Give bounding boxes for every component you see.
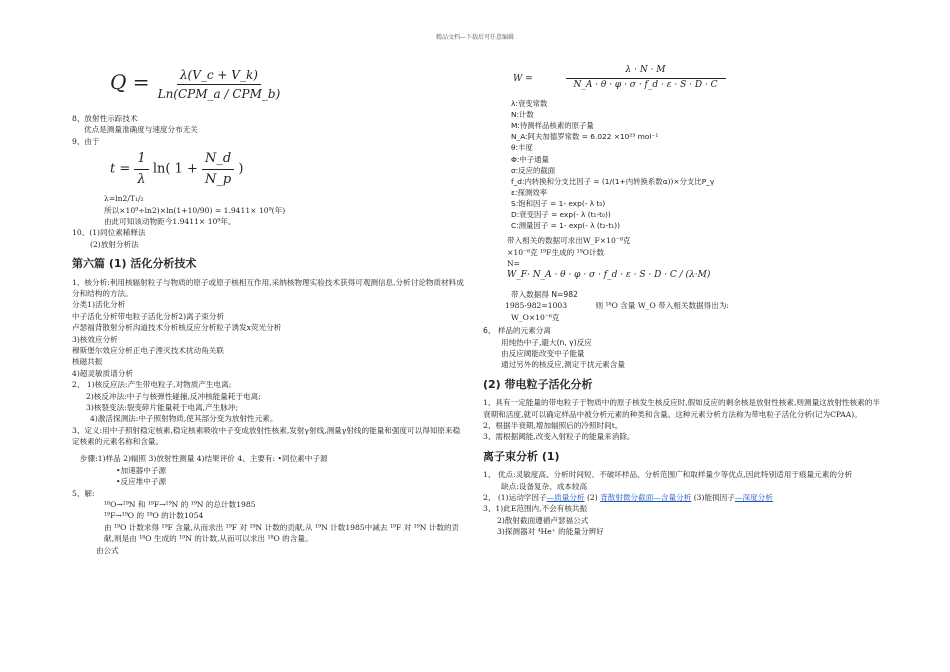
classification-5: 核磁共振	[72, 357, 103, 367]
classification-1: 中子活化分析带电粒子活化分析2)离子束分析	[72, 311, 225, 321]
sources-label: 4、主要有:	[237, 454, 276, 464]
solution-5d: 由公式	[96, 545, 119, 555]
ion-1b: 缺点:设备复杂、成本较高	[501, 481, 588, 491]
solution-5a: ¹⁸O→¹⁹N 和 ¹⁹F→¹⁹N 的 ¹⁹N 的总计数1985	[104, 500, 256, 510]
formula-t-frac2-den: N_p	[204, 171, 232, 187]
steps-line	[72, 453, 467, 464]
var-sigma: σ:反应的截面	[511, 165, 556, 175]
formula-w-den: N_A · θ · φ · σ · f_d · ε · S · D · C	[573, 79, 718, 90]
line-10: 10、(1)同位素稀释法	[72, 228, 146, 238]
source-accelerator: •加速器中子源	[116, 465, 167, 475]
method-2b: 2)核反冲法:中子与核弹性碰撞,反冲核能量耗于电离;	[86, 391, 261, 401]
section-6: 6、 样品的元素分离	[483, 326, 551, 336]
formula-t-lhs: t =	[110, 161, 131, 177]
formula-q-num: λ(V_c + V_k)	[177, 66, 261, 85]
formula-t-frac1-den: λ	[137, 171, 146, 187]
lambda-def: λ=ln2/T₁/₂	[104, 194, 144, 204]
ion-2	[483, 492, 883, 503]
var-epsilon: ε:探测效率	[511, 187, 548, 197]
ion-3b: 2)散射截面遵循卢瑟福公式	[497, 515, 589, 525]
section-6c: 通过另外的核反应,测定干扰元素含量	[501, 360, 625, 370]
line-8: 8、放射性示踪技术	[72, 114, 138, 123]
result-6-text: 则 ¹⁸O 含量 W_O 带入相关数据得出为:	[595, 301, 729, 311]
para-3: 3、定义:用中子照射稳定核素,稳定核素吸收中子变成放射性核素,发射γ射线,测量γ射线的能量和强度可以得知原来稳定核素的元素名称和含量。	[72, 425, 461, 447]
calc-line-2: 由此可知该动物距今1.9411× 10⁹年。	[104, 216, 236, 226]
var-lambda: λ:衰变常数	[511, 99, 548, 108]
formula-w-fraction	[566, 64, 726, 92]
var-m: M:待测样品核素的原子量	[511, 121, 594, 131]
cpaa-2: 2、根据半衰期,增加辐照后的冷照时间t。	[483, 421, 623, 430]
formula-w-num: λ · N · M	[566, 64, 726, 79]
formula-q-lhs: Q =	[110, 70, 150, 94]
line-9: 9、由于	[72, 136, 100, 146]
method-2a: 2、 1)核反应法:产生带电粒子,对物质产生电离;	[72, 380, 232, 390]
section-6a: 用纯热中子,避大(n, γ)反应	[501, 337, 592, 347]
method-2d: 4)激活探测法:中子照射物质,使其部分变为放射性元素。	[90, 414, 278, 424]
solution-5b: ¹⁹F→¹⁹O 的 ¹⁹O 的计数1054	[104, 511, 204, 521]
steps-text: 步骤:1)样品 2)辐照 3)放射性测量 4)结果评价	[80, 454, 235, 464]
formula-t-ln: ln( 1 +	[152, 161, 198, 177]
ion-2-mid: (2)	[586, 493, 598, 503]
source-isotope: •同位素中子源	[277, 454, 328, 464]
classification: 分类1)活化分析	[72, 300, 126, 310]
result-3: N=	[507, 259, 521, 269]
classification-2: 卢瑟福背散射分析沟道技术分析核反应分析粒子诱发x荧光分析	[72, 323, 282, 333]
formula-q-den: Ln(CPM_a / CPM_b)	[157, 87, 281, 101]
link-content-analysis[interactable]: 背散射微分截面—含量分析	[600, 493, 692, 503]
para-1: 1、核分析:利用核辐射粒子与物质的原子或原子核相互作用,采纳核物理实验技术获得可观测信息,分析讨论物质材料成分和结构的方法。	[72, 277, 464, 299]
ion-1: 1、 优点:灵敏度高、分析时间短、不破坏样品、分析范围广和取样量少等优点,因此特别适用于痕量元素的分析	[483, 470, 853, 480]
result-1: 带入相关的数据可求出W_F×10⁻⁸克	[507, 236, 631, 246]
page-header: 精品文档---下载后可任意编辑	[435, 34, 515, 41]
classification-4: 穆斯堡尔效应分析正电子湮灭技术扰动角关联	[72, 345, 224, 355]
var-n: N:计数	[511, 110, 534, 120]
variable-list	[483, 98, 883, 231]
formula-t-frac1	[134, 149, 148, 189]
formula-t	[110, 149, 467, 189]
result-2: ×10⁻⁸克 ¹⁹F生成的 ¹⁹O计数	[507, 247, 605, 257]
var-fd: f_d:内转换和分支比因子 = (1/(1+内转换系数α))×分支比P_γ	[511, 176, 715, 186]
var-phi: Φ:中子通量	[511, 154, 549, 164]
formula-w-lhs: W =	[513, 73, 533, 84]
section-6b: 由反应阈能改变中子能量	[501, 348, 585, 358]
result-formula: W_F· N_A · θ · φ · σ · f_d · ε · S · D · C / (λ·M)	[507, 270, 711, 281]
classification-3: 3)核效应分析	[72, 334, 118, 344]
result-5: 带入数据得 N=982	[511, 289, 578, 299]
section-title-6: 第六篇 (1) 活化分析技术	[72, 257, 197, 271]
result-7: W_O×10⁻⁶克	[511, 312, 560, 322]
formula-t-frac2	[202, 149, 234, 189]
solution-5: 5、解:	[72, 488, 95, 498]
ion-3: 3、1)此E范围内,不会有核共振	[483, 504, 588, 514]
formula-q-fraction	[155, 66, 284, 103]
formula-t-frac1-num: 1	[134, 149, 148, 170]
classification-6: 4)超灵敏质谱分析	[72, 368, 133, 378]
calc-line-1: 所以×10⁹÷ln2)×ln(1+10/90) = 1.9411× 10⁹(年)	[104, 205, 286, 215]
line-10b: (2)放射分析法	[90, 239, 139, 249]
ion-3c: 3)探测器对 ⁴He⁺ 的能量分辨好	[497, 527, 604, 537]
formula-w	[513, 64, 883, 92]
link-mass-analysis[interactable]: —质量分析	[546, 493, 585, 503]
section-title-ion-beam: 离子束分析 (1)	[483, 449, 560, 463]
ion-2-mid2: (3)能损因子	[693, 493, 735, 503]
section-title-cpaa: (2) 带电粒子活化分析	[483, 377, 593, 391]
formula-q	[110, 66, 467, 103]
line-8b: 优点是测量准确度与速度分布无关	[84, 125, 198, 135]
left-column	[72, 60, 467, 556]
formula-t-frac2-num: N_d	[202, 149, 234, 170]
var-theta: θ:丰度	[511, 143, 533, 153]
right-column	[483, 60, 883, 538]
method-2c: 3)核裂变法:裂变碎片能量耗于电离,产生脉冲;	[86, 402, 239, 412]
var-d: D:衰变因子 = exp(- λ (t₁-t₀))	[511, 210, 611, 220]
ion-2-pre: 2、 (1)运动学因子	[483, 493, 547, 503]
var-na: N_A:阿夫加德罗常数 = 6.022 ×10²³ mol⁻¹	[511, 132, 659, 142]
cpaa-3: 3、需根据阈能,改变入射粒子的能量来消除。	[483, 432, 635, 442]
source-reactor: •反应堆中子源	[116, 477, 167, 487]
formula-t-close: )	[238, 161, 244, 177]
var-s: S:饱和因子 = 1- exp(- λ t₀)	[511, 198, 606, 208]
result-6	[483, 300, 883, 311]
cpaa-1: 1、具有一定能量的带电粒子于物质中的原子核发生核反应时,假如反应的剩余核是放射性核素,则测量这放射性核素的半衰期和活度,就可以确定样品中被分析元素的种类和含量。这种元素分析方法称为带电粒子活化分析(记为CPAA)。	[483, 398, 880, 419]
var-c: C:测量因子 = 1- exp(- λ (t₂-t₁))	[511, 221, 620, 231]
link-depth-analysis[interactable]: —深度分析	[734, 493, 773, 503]
result-6-diff: 1985-982=1003	[505, 301, 568, 311]
solution-5c: 由 ¹⁹O 计数求得 ¹⁹F 含量,从而求出 ¹⁹F 对 ¹⁹N 计数的贡献,从 ¹⁹N 计数1985中减去 ¹⁹F 对 ¹⁹N 计数的贡献,则是由 ¹⁸O 生成的 ¹⁹N 的计数,从而可以求出 ¹⁸O 的含量。	[104, 522, 460, 544]
